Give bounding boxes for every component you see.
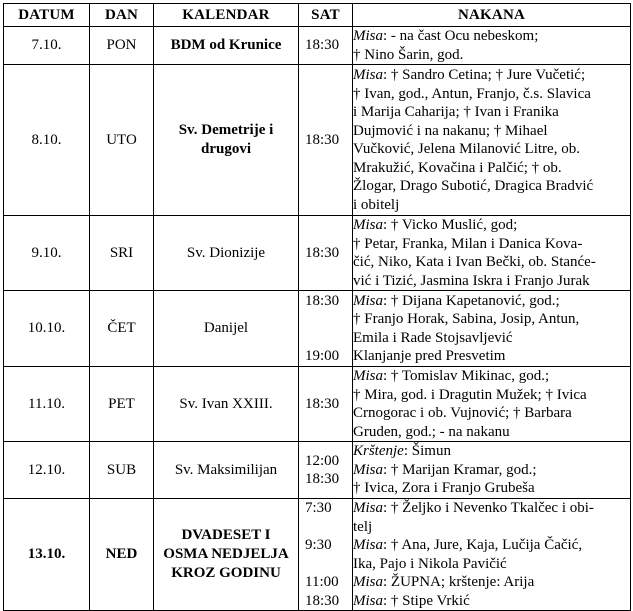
cell-nakana [353, 367, 631, 442]
cell-dan: SUB [90, 442, 154, 499]
intention-line [353, 140, 630, 159]
cell-datum: 13.10. [4, 499, 90, 611]
intention-line [353, 518, 630, 537]
cell-dan: SRI [90, 216, 154, 291]
time-value: 18:30 [305, 395, 340, 412]
intention-line [353, 386, 630, 405]
table-row [4, 367, 631, 442]
intention-label: Misa [353, 574, 383, 590]
intention-label: Misa [353, 537, 383, 553]
intention-label: Misa [353, 461, 383, 478]
intention-text: : † Vicko Muslić, god; [383, 217, 518, 233]
table-row [4, 65, 631, 216]
intention-text: : † Sandro Cetina; † Jure Vučetić; [383, 67, 586, 83]
cell-dan: PET [90, 367, 154, 442]
cell-nakana [353, 291, 631, 367]
intention-text: : † Tomislav Mikinac, god.; [383, 368, 550, 384]
intention-line [353, 536, 630, 555]
cell-nakana [353, 499, 631, 611]
intention-text: Crnogorac i ob. Vujnović; † Barbara [353, 405, 572, 421]
header-row [4, 4, 631, 27]
intention-text: † Franjo Horak, Sabina, Josip, Antun, [353, 311, 580, 327]
time-value: 9:30 [305, 537, 332, 553]
header-kalendar: KALENDAR [154, 4, 299, 27]
time-value: 18:30 [305, 592, 340, 609]
time-value: 18:30 [305, 37, 340, 54]
intention-line [353, 479, 630, 498]
table-row [4, 499, 631, 611]
time-value: 18:30 [305, 292, 340, 309]
intention-line [353, 253, 630, 272]
intention-line [353, 292, 630, 311]
intention-text: † Ivica, Zora i Franjo Grubeša [353, 480, 535, 497]
cell-kalendar: Sv. Demetrije i drugovi [154, 65, 299, 216]
time-value: 19:00 [305, 348, 340, 364]
table-row [4, 216, 631, 291]
intention-line [353, 423, 630, 442]
intention-line [353, 404, 630, 423]
intention-text: Žlogar, Drago Subotić, Dragica Bradvić [353, 178, 594, 194]
cell-datum: 8.10. [4, 65, 90, 216]
intention-text: vić i Tizić, Jasmina Iskra i Franjo Jurak [353, 272, 590, 289]
intention-text: Gruden, god.; - na nakanu [353, 423, 510, 440]
intention-label: Misa [353, 500, 383, 516]
intention-line [353, 442, 630, 461]
intention-label: Misa [353, 292, 383, 309]
schedule-body [4, 27, 631, 611]
cell-sat [299, 367, 353, 442]
intention-line [353, 592, 630, 611]
intention-line [353, 235, 630, 254]
intention-label: Misa [353, 592, 383, 609]
intention-text: : † Marijan Kramar, god.; [383, 461, 537, 478]
cell-datum: 9.10. [4, 216, 90, 291]
intention-line [353, 122, 630, 141]
cell-datum: 11.10. [4, 367, 90, 442]
time-value: 18:30 [305, 244, 340, 261]
intention-line [353, 196, 630, 215]
intention-line [353, 367, 630, 386]
intention-line [353, 329, 630, 348]
intention-text: Klanjanje pred Presvetim [353, 348, 506, 364]
cell-dan: PON [90, 27, 154, 65]
intention-line [353, 347, 630, 366]
intention-text: : Šimun [403, 443, 451, 460]
intention-text: : - na čast Ocu nebeskom; [383, 28, 539, 44]
cell-nakana [353, 27, 631, 65]
table-row [4, 442, 631, 499]
cell-nakana [353, 65, 631, 216]
intention-text: † Petar, Franka, Milan i Danica Kova- [353, 235, 583, 252]
time-value [299, 310, 352, 329]
intention-text: telj [353, 518, 373, 535]
intention-text: : ŽUPNA; krštenje: Arija [383, 574, 535, 590]
intention-line [353, 177, 630, 196]
intention-line [353, 85, 630, 104]
intention-line [353, 310, 630, 329]
intention-text: i Marija Caharija; † Ivan i Franika [353, 104, 559, 120]
intention-label: Krštenje [353, 443, 404, 460]
intention-line [353, 499, 630, 518]
table-row [4, 27, 631, 65]
intention-label: Misa [353, 217, 383, 233]
cell-sat [299, 291, 353, 367]
time-value: 7:30 [305, 500, 332, 516]
time-value [299, 329, 352, 348]
cell-kalendar: Sv. Dionizije [154, 216, 299, 291]
cell-datum: 10.10. [4, 291, 90, 367]
intention-line [353, 216, 630, 235]
header-sat: SAT [299, 4, 353, 27]
cell-sat [299, 27, 353, 65]
header-dan: DAN [90, 4, 154, 27]
intention-text: : † Željko i Nevenko Tkalčec i obi- [383, 500, 594, 516]
cell-sat [299, 442, 353, 499]
intention-text: Mrakužić, Kovačina i Palčić; † ob. [353, 159, 562, 176]
cell-kalendar: DVADESET I OSMA NEDJELJA KROZ GODINU [154, 499, 299, 611]
header-nakana: NAKANA [353, 4, 631, 27]
cell-datum: 12.10. [4, 442, 90, 499]
time-value [299, 518, 352, 537]
intention-text: Ika, Pajo i Nikola Pavičić [353, 555, 507, 572]
intention-text: † Ivan, god., Antun, Franjo, č.s. Slavica [353, 85, 591, 102]
cell-kalendar: Sv. Ivan XXIII. [154, 367, 299, 442]
cell-nakana [353, 442, 631, 499]
intention-text: : † Ana, Jure, Kaja, Lučija Čačić, [383, 537, 583, 553]
intention-text: Vučković, Jelena Milanović Litre, ob. [353, 141, 580, 157]
cell-kalendar: Sv. Maksimilijan [154, 442, 299, 499]
time-value: 11:00 [305, 574, 339, 590]
intention-text: : † Dijana Kapetanović, god.; [383, 292, 560, 309]
intention-text: † Mira, god. i Dragutin Mužek; † Ivica [353, 386, 587, 403]
time-value: 18:30 [305, 131, 340, 148]
intention-label: Misa [353, 67, 383, 83]
intention-text: Dujmović i na nakanu; † Mihael [353, 122, 548, 139]
table-row [4, 291, 631, 367]
cell-datum: 7.10. [4, 27, 90, 65]
cell-nakana [353, 216, 631, 291]
intention-text: : † Stipe Vrkić [383, 592, 470, 609]
intention-line [353, 555, 630, 574]
cell-kalendar: Danijel [154, 291, 299, 367]
cell-dan: UTO [90, 65, 154, 216]
intention-label: Misa [353, 28, 383, 44]
mass-schedule-table [3, 3, 631, 611]
time-value: 18:30 [305, 471, 340, 487]
intention-text: čić, Niko, Kata i Ivan Bečki, ob. Stanće- [353, 254, 596, 270]
intention-label: Misa [353, 368, 383, 384]
intention-line [353, 573, 630, 592]
intention-text: i obitelj [353, 196, 400, 213]
intention-line [353, 27, 630, 46]
intention-text: † Nino Šarin, god. [353, 46, 464, 63]
time-value: 12:00 [305, 452, 340, 469]
intention-line [353, 272, 630, 291]
header-datum: DATUM [4, 4, 90, 27]
intention-line [353, 46, 630, 65]
cell-sat [299, 216, 353, 291]
intention-line [353, 461, 630, 480]
intention-line [353, 103, 630, 122]
cell-kalendar: BDM od Krunice [154, 27, 299, 65]
intention-text: Emila i Rade Stojsavljević [353, 329, 513, 346]
cell-sat [299, 65, 353, 216]
intention-line [353, 66, 630, 85]
cell-dan: NED [90, 499, 154, 611]
cell-sat [299, 499, 353, 611]
time-value [299, 555, 352, 574]
cell-dan: ČET [90, 291, 154, 367]
intention-line [353, 159, 630, 178]
